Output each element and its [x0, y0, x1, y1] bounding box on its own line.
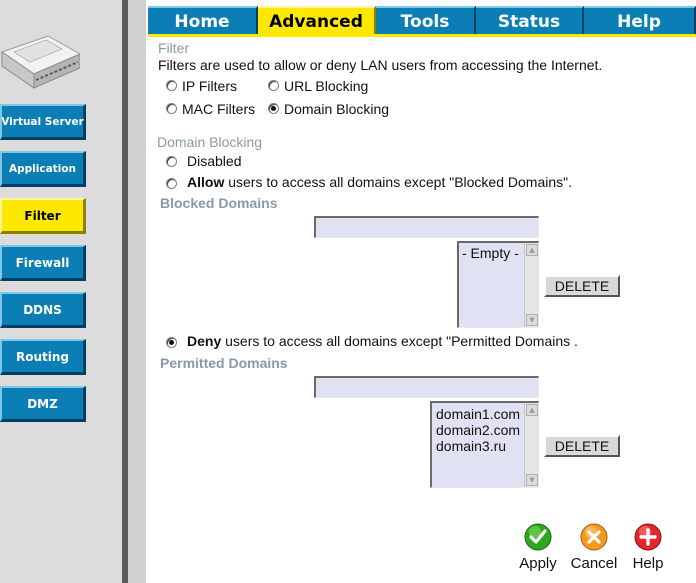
sidebar-item-dmz[interactable]: DMZ	[0, 386, 86, 422]
tab-tools[interactable]: Tools	[376, 6, 476, 36]
mac-filters-radio[interactable]	[166, 103, 177, 114]
blocked-delete-button[interactable]: DELETE	[544, 275, 620, 297]
mac-filters-label: MAC Filters	[182, 101, 256, 117]
tab-home[interactable]: Home	[148, 6, 258, 36]
help-button[interactable]	[623, 523, 673, 572]
disabled-label: Disabled	[187, 153, 242, 169]
deny-label	[187, 333, 578, 349]
help-label: Help	[632, 555, 664, 572]
cancel-button[interactable]	[569, 523, 619, 572]
url-blocking-label: URL Blocking	[284, 78, 369, 94]
sidebar-item-application[interactable]: Application	[0, 151, 86, 187]
deny-keyword: Deny	[187, 333, 222, 349]
filter-description: Filters are used to allow or deny LAN users from accessing the Internet.	[158, 57, 603, 73]
allow-keyword: Allow	[187, 174, 225, 190]
allow-label	[187, 174, 572, 190]
domain-blocking-radio[interactable]	[268, 103, 279, 114]
ip-filters-label: IP Filters	[182, 78, 237, 94]
scroll-up-icon[interactable]: ▲	[526, 404, 538, 416]
sidebar-item-filter[interactable]: Filter	[0, 198, 86, 234]
domain-blocking-label: Domain Blocking	[284, 101, 390, 117]
scroll-down-icon[interactable]: ▼	[526, 314, 538, 326]
tab-status[interactable]: Status	[476, 6, 584, 36]
permitted-domains-list[interactable]	[430, 401, 539, 488]
blocked-domain-input[interactable]	[314, 216, 539, 238]
url-blocking-radio[interactable]	[268, 80, 279, 91]
allow-description: users to access all domains except "Blocked Domains".	[224, 174, 572, 190]
checkmark-icon[interactable]	[524, 523, 552, 551]
sidebar-item-routing[interactable]: Routing	[0, 339, 86, 375]
sidebar-item-virtual-server[interactable]: Virtual Server	[0, 104, 86, 140]
sidebar-item-ddns[interactable]: DDNS	[0, 292, 86, 328]
ip-filters-radio[interactable]	[166, 80, 177, 91]
permitted-domains-title: Permitted Domains	[160, 355, 288, 371]
permitted-domain-input[interactable]	[314, 376, 539, 398]
cancel-x-icon[interactable]	[580, 523, 608, 551]
allow-radio[interactable]	[166, 178, 177, 189]
list-item[interactable]: domain2.com	[436, 422, 521, 438]
deny-radio[interactable]	[166, 337, 177, 348]
sidebar-item-firewall[interactable]: Firewall	[0, 245, 86, 281]
deny-description: users to access all domains except "Permitted Domains .	[221, 333, 578, 349]
blocked-domains-scrollbar[interactable]	[524, 243, 538, 327]
scroll-up-icon[interactable]: ▲	[526, 244, 538, 256]
scroll-down-icon[interactable]: ▼	[526, 474, 538, 486]
list-item[interactable]: - Empty -	[462, 245, 519, 261]
tab-help[interactable]: Help	[584, 6, 696, 36]
router-device-image	[0, 22, 80, 96]
blocked-domains-list[interactable]	[457, 241, 539, 328]
plus-help-icon[interactable]	[634, 523, 662, 551]
permitted-delete-button[interactable]: DELETE	[544, 435, 620, 457]
domain-blocking-title: Domain Blocking	[157, 134, 263, 150]
cancel-label: Cancel	[570, 555, 618, 572]
apply-label: Apply	[519, 555, 557, 572]
list-item[interactable]: domain3.ru	[436, 438, 507, 454]
apply-button[interactable]	[513, 523, 563, 572]
filter-title: Filter	[158, 40, 190, 56]
tab-advanced[interactable]: Advanced	[258, 6, 376, 36]
disabled-radio[interactable]	[166, 156, 177, 167]
sidebar-gutter	[128, 0, 146, 583]
blocked-domains-title: Blocked Domains	[160, 195, 278, 211]
permitted-domains-scrollbar[interactable]	[524, 403, 538, 487]
list-item[interactable]: domain1.com	[436, 406, 521, 422]
tab-underline	[148, 34, 696, 37]
